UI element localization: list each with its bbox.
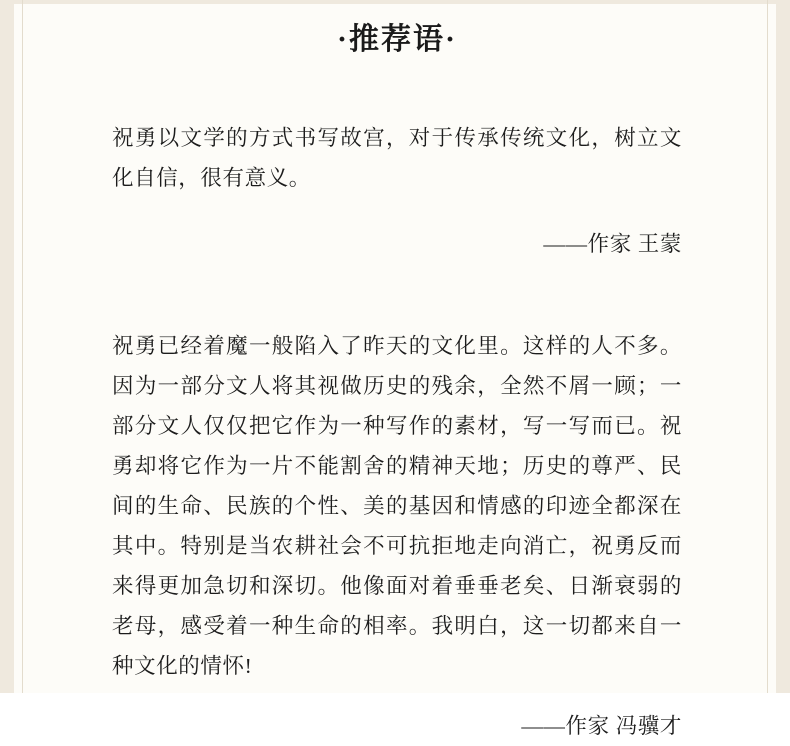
blurb-paragraph: 祝勇以文学的方式书写故宫，对于传承传统文化，树立文化自信，很有意义。	[112, 126, 682, 190]
blurb-attribution: ——作家 王蒙	[543, 232, 682, 256]
blurb-attribution: ——作家 冯骥才	[521, 714, 682, 738]
page-margin-right	[776, 0, 790, 693]
page-title: ·推荐语·	[336, 23, 457, 56]
page-rule-right	[767, 0, 768, 693]
blurb-paragraph: 祝勇已经着魔一般陷入了昨天的文化里。这样的人不多。因为一部分文人将其视做历史的残余，全然不屑一顾；一部分文人仅仅把它作为一种写作的素材，写一写而已。祝勇却将它作为一片不能割舍的精神天地；历史的尊严、民间的生命、民族的个性、美的基因和情感的印迹全都深在其中。特别是当农耕社会不可抗拒地走向消亡，祝勇反而来得更加急切和深切。他像面对着垂垂老矣、日渐衰弱的老母，感受着一种生命的相率。我明白，这一切都来自一种文化的情怀!	[112, 334, 682, 678]
page-rule-left	[22, 0, 23, 693]
page-margin-left	[0, 0, 14, 693]
page-content	[112, 0, 682, 738]
